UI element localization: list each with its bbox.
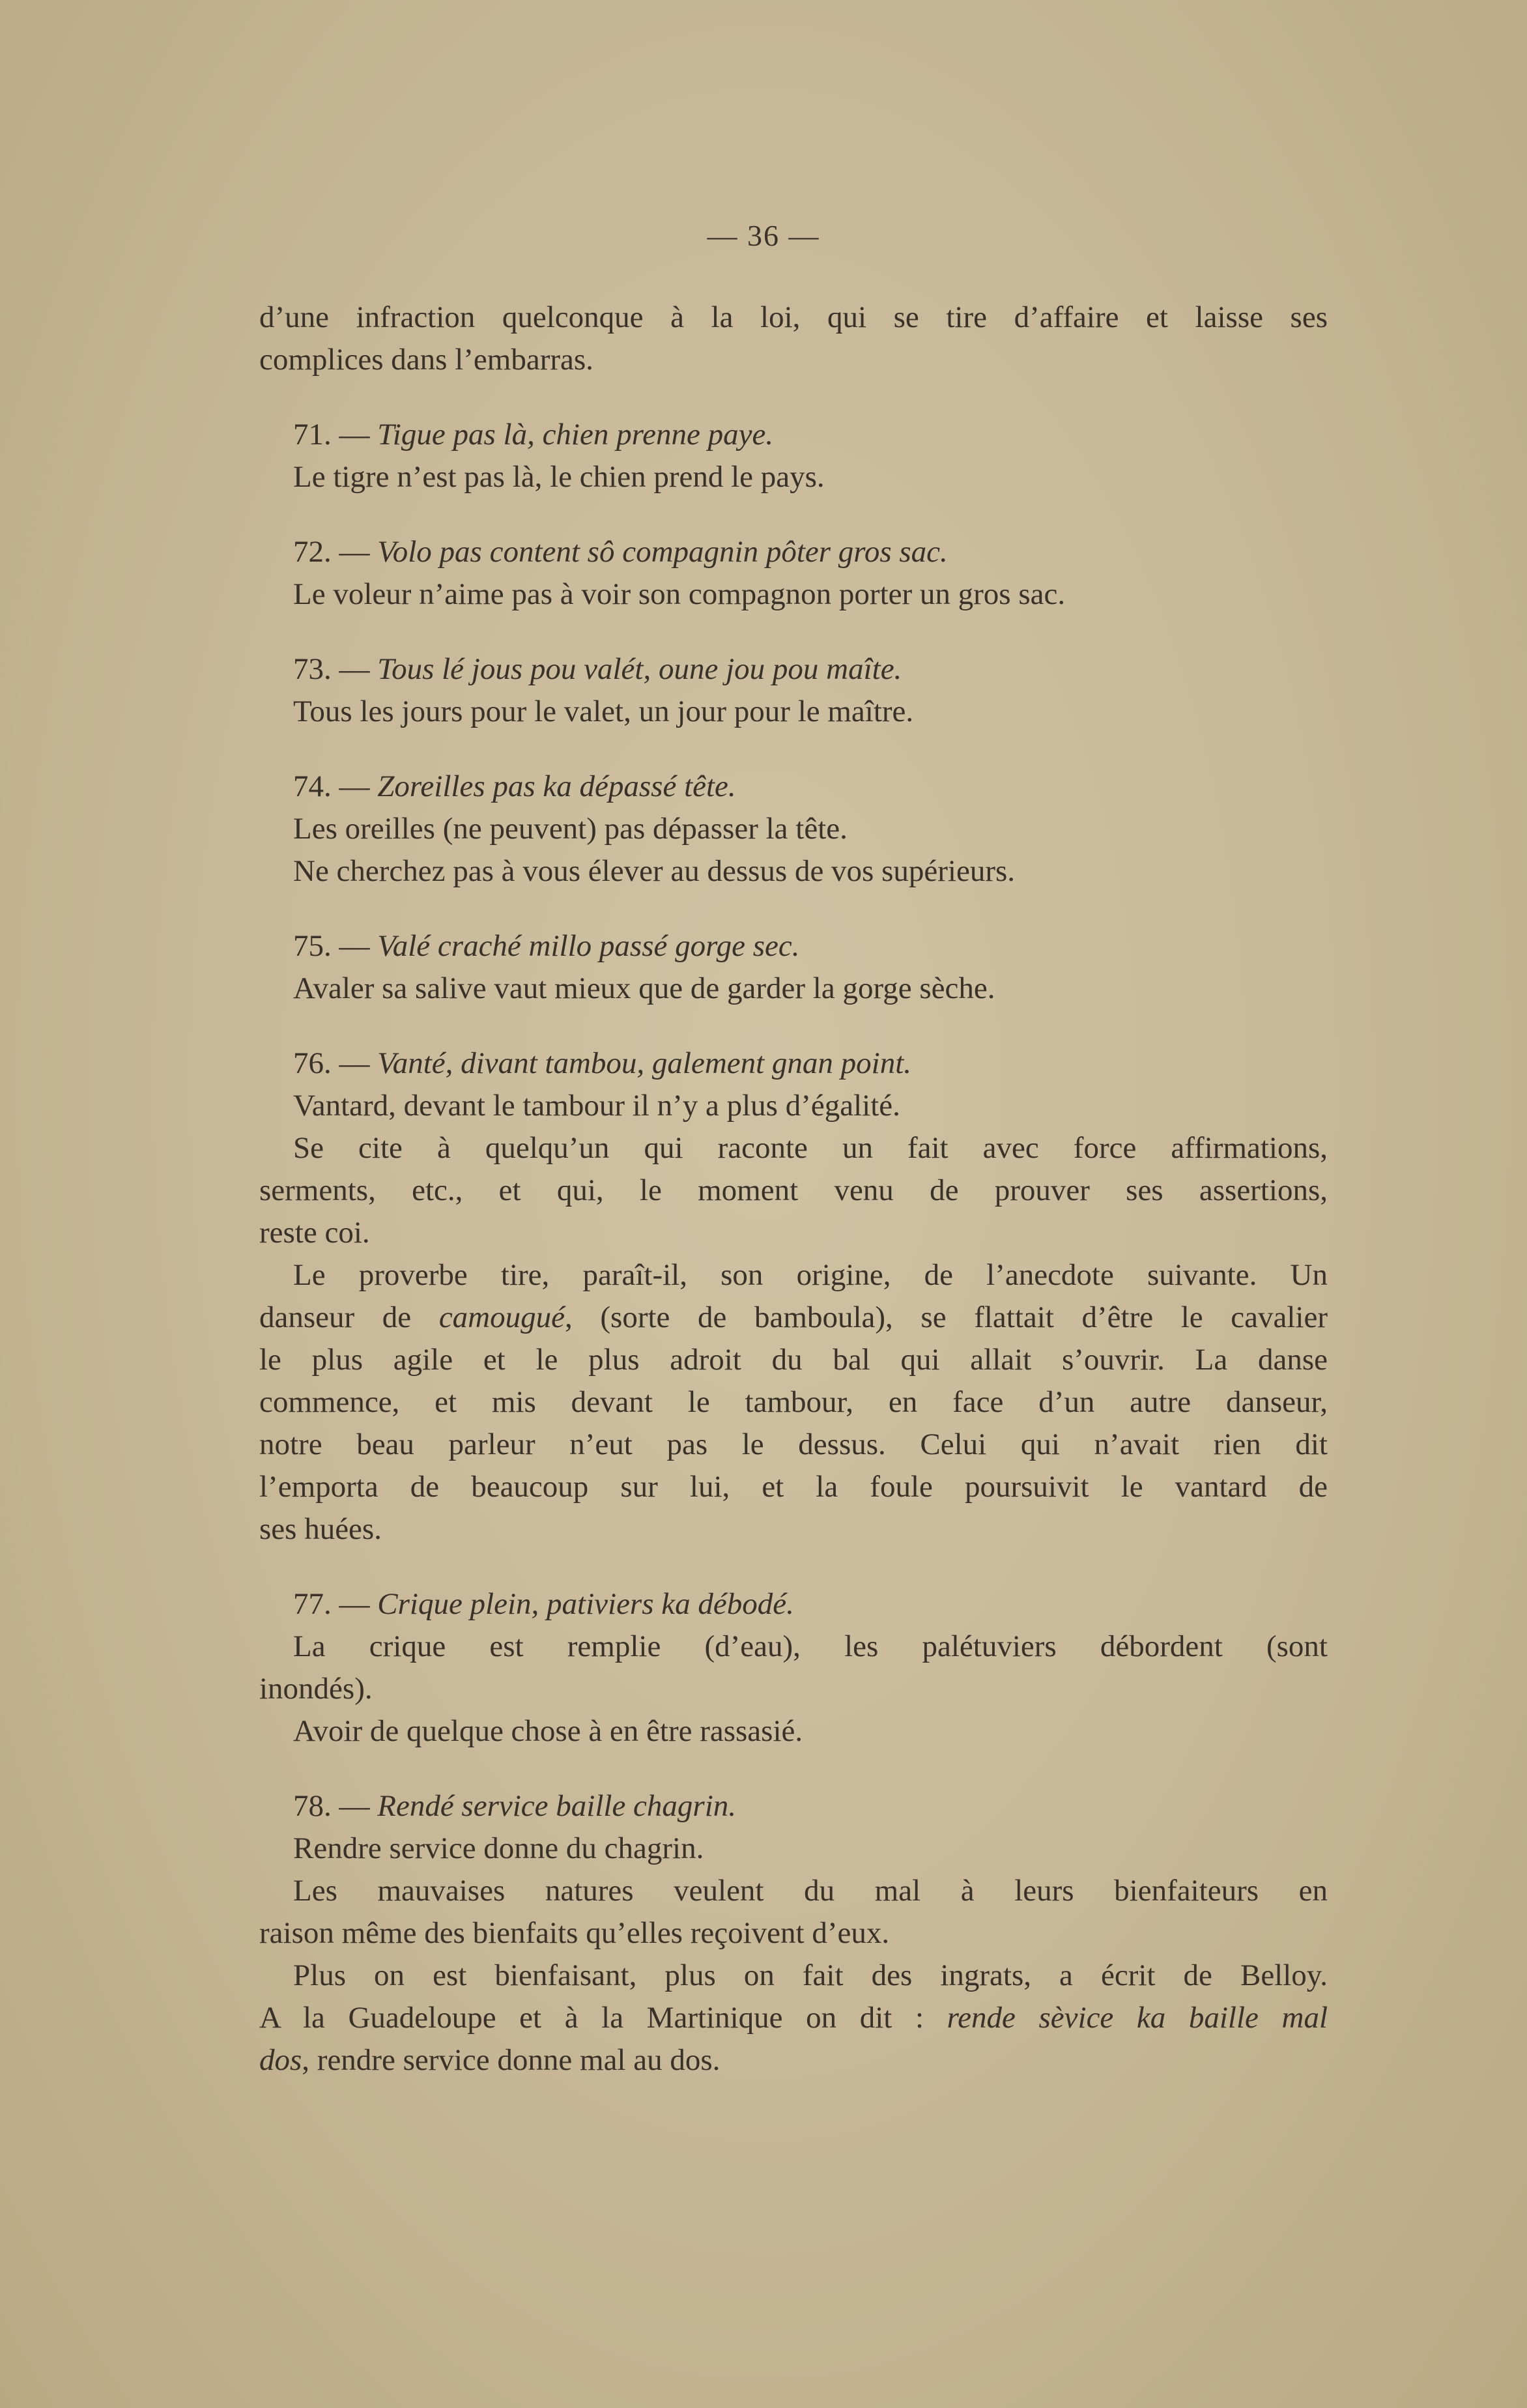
- proverb-75-heading: [259, 925, 1328, 968]
- proverb-77-translation-line-2: inondés).: [259, 1672, 373, 1706]
- proverb-78-number: 78. —: [293, 1789, 378, 1823]
- proverb-76-anecdote-line-2: [259, 1297, 1328, 1339]
- proverb-77-number: 77. —: [293, 1587, 378, 1621]
- proverb-76-comment-line-3: reste coi.: [259, 1216, 370, 1250]
- proverb-78-comment-line-3: Plus on est bienfaisant, plus on fait des ingrats, a écrit de Belloy.: [293, 1958, 1328, 1992]
- proverb-78-translation: Rendre service donne du chagrin.: [293, 1831, 704, 1865]
- proverb-77-heading: [259, 1583, 1328, 1626]
- proverb-74-meaning: Ne cherchez pas à vous élever au dessus de vos supérieurs.: [293, 854, 1016, 888]
- proverb-76-creole: Vanté, divant tambou, galement gnan point.: [377, 1046, 912, 1080]
- proverb-72-heading: [259, 531, 1328, 573]
- proverb-73-heading: [259, 648, 1328, 691]
- proverb-78-heading: [259, 1785, 1328, 1828]
- proverb-76-anecdote-line-6: l’emporta de beaucoup sur lui, et la foule poursuivit le vantard de: [259, 1470, 1328, 1504]
- proverb-77-meaning: Avoir de quelque chose à en être rassasié.: [293, 1714, 803, 1748]
- page-text: [259, 296, 1328, 2082]
- creole-variant: rende sèvice ka baille mal: [947, 2001, 1328, 2035]
- proverb-77-translation-line-1: La crique est remplie (d’eau), les palétuviers débordent (sont: [293, 1629, 1328, 1663]
- intro-line-2: complices dans l’embarras.: [259, 343, 593, 377]
- proverb-74-translation: Les oreilles (ne peuvent) pas dépasser la tête.: [293, 812, 848, 846]
- proverb-75-translation: Avaler sa salive vaut mieux que de garder la gorge sèche.: [293, 971, 995, 1005]
- proverb-76-anecdote-line-4: commence, et mis devant le tambour, en face d’un autre danseur,: [259, 1385, 1328, 1419]
- proverb-76-translation: Vantard, devant le tambour il n’y a plus d’égalité.: [293, 1089, 900, 1123]
- proverb-74-heading: [259, 766, 1328, 808]
- proverb-74-number: 74. —: [293, 769, 378, 803]
- proverb-78-comment-line-4: [259, 1997, 1328, 2039]
- proverb-77-creole: Crique plein, pativiers ka débodé.: [377, 1587, 794, 1621]
- proverb-78-comment-line-5: [259, 2039, 1328, 2082]
- proverb-76-anecdote-line-1: Le proverbe tire, paraît-il, son origine, de l’anecdote suivante. Un: [293, 1258, 1328, 1292]
- anecdote-text: danseur de: [259, 1300, 439, 1334]
- proverb-73-translation: Tous les jours pour le valet, un jour pour le maître.: [293, 695, 914, 728]
- proverb-76-heading: [259, 1042, 1328, 1085]
- proverb-78-comment-line-1: Les mauvaises natures veulent du mal à leurs bienfaiteurs en: [293, 1874, 1328, 1908]
- proverb-71-creole: Tigue pas là, chien prenne paye.: [377, 418, 774, 452]
- proverb-76-anecdote-line-5: notre beau parleur n’eut pas le dessus. Celui qui n’avait rien dit: [259, 1427, 1328, 1461]
- proverb-76-number: 76. —: [293, 1046, 378, 1080]
- comment-text: , rendre service donne mal au dos.: [302, 2043, 721, 2077]
- proverb-72-creole: Volo pas content sô compagnin pôter gros sac.: [377, 535, 948, 569]
- dance-name: camougué: [438, 1300, 565, 1334]
- proverb-76-comment-line-2: serments, etc., et qui, le moment venu de prouver ses assertions,: [259, 1173, 1328, 1207]
- proverb-73-number: 73. —: [293, 652, 378, 686]
- intro-line-1: d’une infraction quelconque à la loi, qui se tire d’affaire et laisse ses: [259, 300, 1328, 334]
- proverb-75-creole: Valé craché millo passé gorge sec.: [377, 929, 800, 963]
- proverb-74-creole: Zoreilles pas ka dépassé tête.: [377, 769, 736, 803]
- proverb-76-anecdote-line-3: le plus agile et le plus adroit du bal qui allait s’ouvrir. La danse: [259, 1343, 1328, 1377]
- proverb-71-number: 71. —: [293, 418, 378, 452]
- proverb-78-creole: Rendé service baille chagrin.: [377, 1789, 737, 1823]
- proverb-76-anecdote-line-7: ses huées.: [259, 1512, 382, 1546]
- proverb-73-creole: Tous lé jous pou valét, oune jou pou maîte.: [377, 652, 902, 686]
- proverb-75-number: 75. —: [293, 929, 378, 963]
- anecdote-text: , (sorte de bamboula), se flattait d’être le cavalier: [564, 1300, 1328, 1334]
- proverb-72-number: 72. —: [293, 535, 378, 569]
- creole-variant: dos: [259, 2043, 302, 2077]
- proverb-76-comment-line-1: Se cite à quelqu’un qui raconte un fait avec force affirmations,: [293, 1131, 1328, 1165]
- page-number: — 36 —: [707, 219, 820, 252]
- comment-text: A la Guadeloupe et à la Martinique on dit :: [259, 2001, 947, 2035]
- proverb-71-heading: [259, 414, 1328, 456]
- proverb-78-comment-line-2: raison même des bienfaits qu’elles reçoivent d’eux.: [259, 1916, 890, 1950]
- proverb-72-translation: Le voleur n’aime pas à voir son compagnon porter un gros sac.: [293, 577, 1066, 611]
- proverb-71-translation: Le tigre n’est pas là, le chien prend le pays.: [293, 460, 825, 494]
